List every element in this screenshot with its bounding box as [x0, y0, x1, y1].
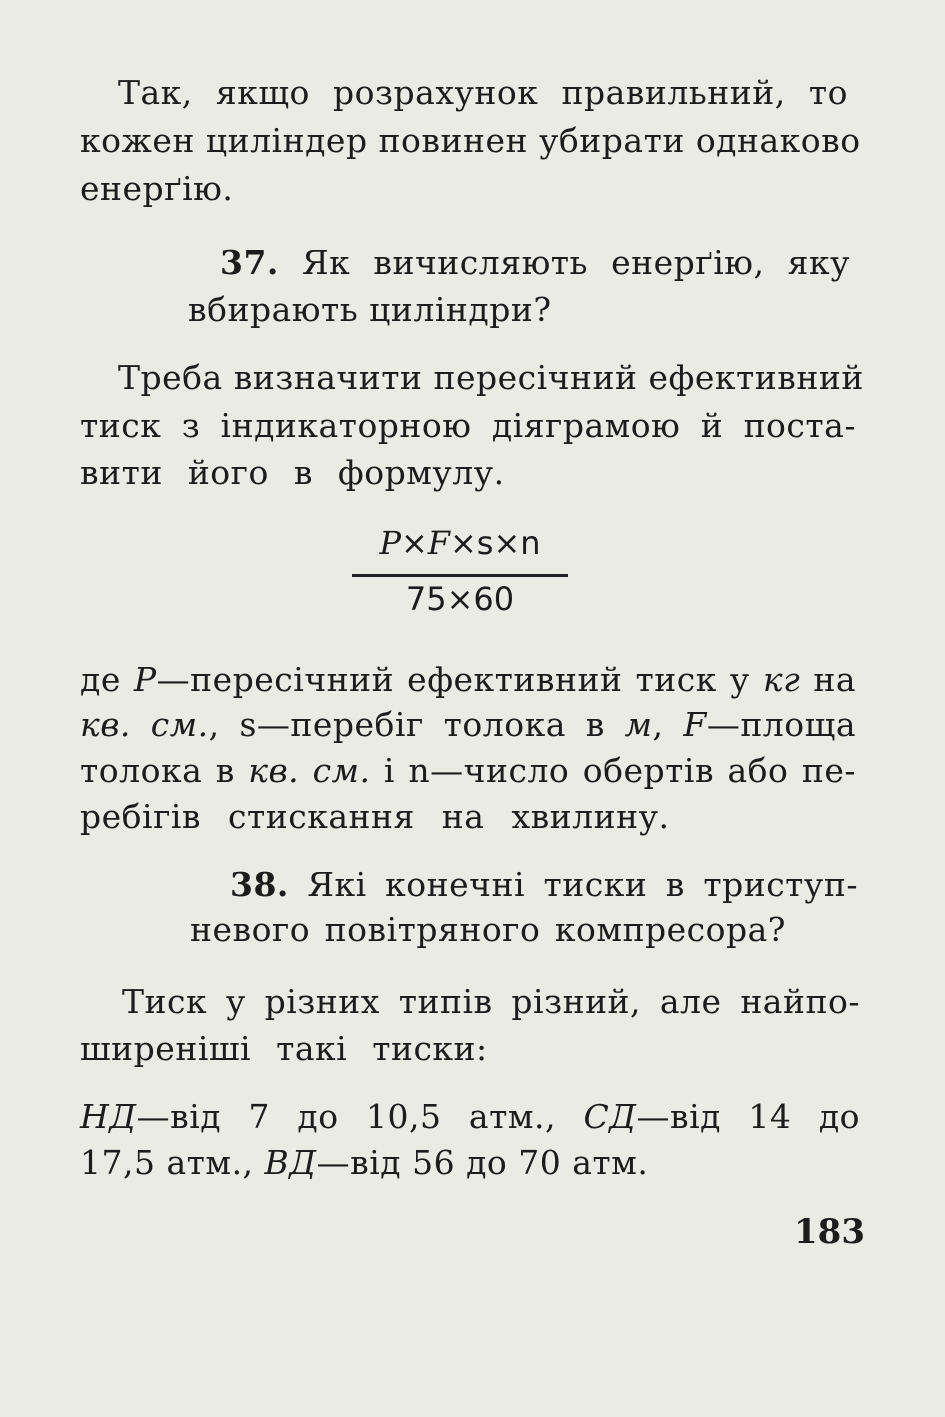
pressure-sd-range-end: 17,5 атм., — [80, 1143, 265, 1182]
p3-l2-text-c: —площа — [706, 705, 856, 744]
p3-l2-unit-kv-sm: кв. см. — [80, 705, 209, 744]
formula-times-3: × — [493, 524, 521, 562]
paragraph-1-line-3: енерґію. — [80, 169, 234, 208]
question-38-number: 38. — [230, 865, 289, 904]
formula-p: P — [379, 524, 401, 562]
question-37-number: 37. — [220, 243, 279, 282]
question-37-line-1 — [220, 243, 850, 283]
formula-s: s — [476, 524, 494, 562]
p3-l3-unit-kv-sm: кв. см. — [248, 751, 371, 790]
paragraph-2-line-3: вити його в формулу. — [80, 453, 505, 492]
pressure-vd-label: ВД — [264, 1143, 317, 1182]
fraction-bar — [352, 574, 568, 577]
paragraph-5-line-2 — [80, 1143, 648, 1183]
pressure-sd-label: СД — [583, 1097, 637, 1136]
question-38-line-1 — [230, 865, 858, 905]
p3-l3-text-a: толока в — [80, 751, 249, 790]
formula-denominator: 75×60 — [405, 580, 515, 618]
formula-times-2: × — [449, 524, 477, 562]
paragraph-3-line-3 — [80, 751, 856, 791]
p3-l1-text-a: де — [80, 660, 134, 699]
pressure-sd-range-start: —від 14 до — [636, 1097, 860, 1136]
p3-l2-text-a: , s—перебіг толока в — [208, 705, 625, 744]
formula-n: n — [520, 524, 541, 562]
p3-l2-symbol-f: F — [683, 705, 707, 744]
p3-l2-unit-m: м — [624, 705, 653, 744]
paragraph-5-line-1 — [80, 1097, 860, 1137]
formula-numerator — [350, 524, 570, 562]
formula-times-1: × — [400, 524, 428, 562]
p3-l1-text-b: —пересічний ефективний тиск у — [156, 660, 763, 699]
p3-l1-unit-kg: кг — [762, 660, 801, 699]
paragraph-2-line-1: Треба визначити пересічний ефективний — [118, 358, 864, 397]
question-38-line-2: невого повітряного компресора? — [190, 910, 786, 949]
pressure-vd-range: —від 56 до 70 атм. — [316, 1143, 649, 1182]
pressure-nd-label: НД — [80, 1097, 137, 1136]
paragraph-1-line-1: Так, якщо розрахунок правильний, то — [118, 73, 848, 112]
paragraph-3-line-1 — [80, 660, 856, 700]
page-number: 183 — [794, 1212, 865, 1252]
question-37-text: Як вичисляють енерґію, яку — [302, 243, 850, 282]
p3-l1-symbol-p: P — [133, 660, 157, 699]
paragraph-3-line-4: ребігів стискання на хвилину. — [80, 797, 670, 836]
question-37-line-2: вбирають циліндри? — [188, 290, 552, 329]
p3-l1-text-c: на — [800, 660, 856, 699]
paragraph-3-line-2 — [80, 705, 856, 745]
paragraph-2-line-2: тиск з індикаторною діяграмою й поста- — [80, 406, 856, 445]
paragraph-4-line-2: ширеніші такі тиски: — [80, 1029, 488, 1068]
paragraph-4-line-1: Тиск у різних типів різний, але найпо- — [122, 982, 860, 1021]
question-38-text: Які конечні тиски в триступ- — [307, 865, 858, 904]
paragraph-1-line-2: кожен циліндер повинен убирати однаково — [80, 121, 861, 160]
pressure-nd-range: —від 7 до 10,5 атм., — [136, 1097, 584, 1136]
formula-f: F — [427, 524, 450, 562]
p3-l2-text-b: , — [652, 705, 684, 744]
p3-l3-text-b: і n—число обертів або пе- — [370, 751, 857, 790]
